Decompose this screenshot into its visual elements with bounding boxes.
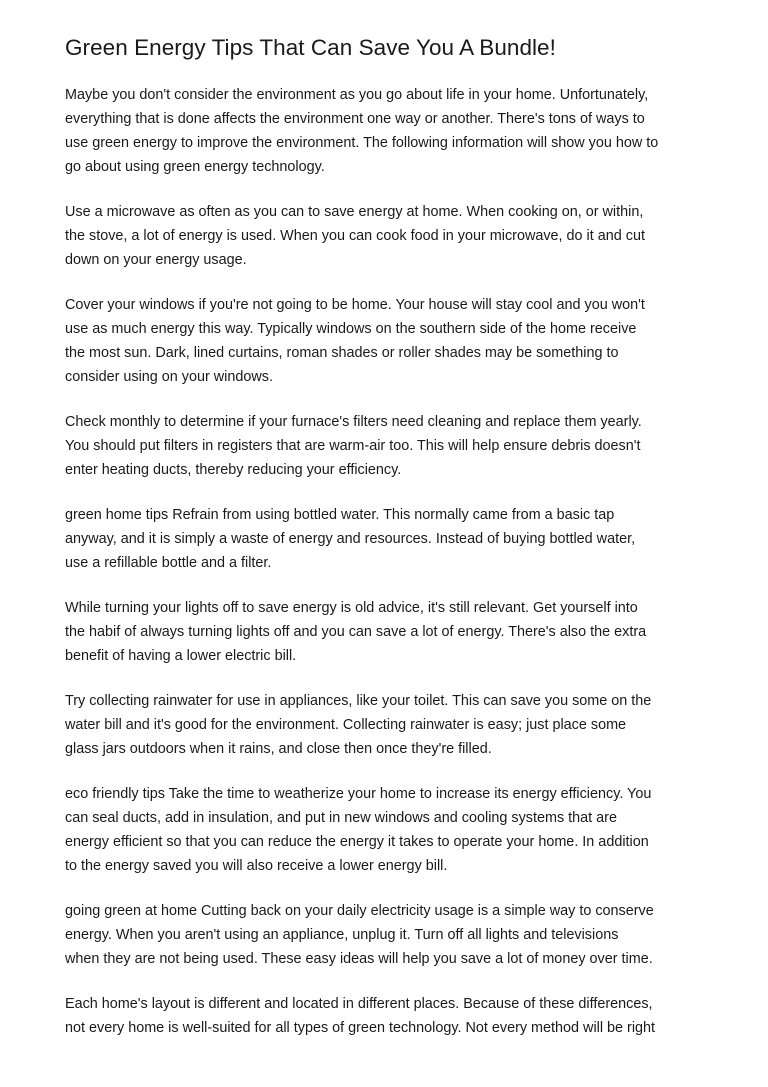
text-line: use green energy to improve the environment. The following information will show you how to xyxy=(65,135,659,151)
text-line: water bill and it's good for the environment. Collecting rainwater is easy; just place some xyxy=(65,717,627,733)
text-line: the habif of always turning lights off and you can save a lot of energy. There's also the extra xyxy=(65,624,647,640)
article-body xyxy=(65,83,715,1061)
text-line: when they are not being used. These easy ideas will help you save a lot of money over time. xyxy=(65,951,653,967)
text-line: benefit of having a lower electric bill. xyxy=(65,648,297,664)
text-line: consider using on your windows. xyxy=(65,369,273,385)
text-line: the stove, a lot of energy is used. When you can cook food in your microwave, do it and cut xyxy=(65,228,645,244)
text-line: to the energy saved you will also receive a lower energy bill. xyxy=(65,858,448,874)
text-line: enter heating ducts, thereby reducing your efficiency. xyxy=(65,462,402,478)
text-line: can seal ducts, add in insulation, and put in new windows and cooling systems that are xyxy=(65,810,617,826)
text-line: Maybe you don't consider the environment as you go about life in your home. Unfortunately, xyxy=(65,87,649,103)
text-line: everything that is done affects the environment one way or another. There's tons of ways to xyxy=(65,111,645,127)
page-title: Green Energy Tips That Can Save You A Bundle! xyxy=(65,35,556,60)
paragraph-9 xyxy=(65,899,715,971)
paragraph-6 xyxy=(65,596,715,668)
text-line: Check monthly to determine if your furnace's filters need cleaning and replace them yearly. xyxy=(65,414,642,430)
paragraph-8 xyxy=(65,782,715,878)
text-line: energy efficient so that you can reduce the energy it takes to operate your home. In addition xyxy=(65,834,649,850)
paragraph-4 xyxy=(65,410,715,482)
text-line: Try collecting rainwater for use in appliances, like your toilet. This can save you some on the xyxy=(65,693,652,709)
text-line: down on your energy usage. xyxy=(65,252,247,268)
paragraph-3 xyxy=(65,293,715,389)
text-line: going green at home Cutting back on your daily electricity usage is a simple way to conserve xyxy=(65,903,654,919)
text-line: Each home's layout is different and located in different places. Because of these differences, xyxy=(65,996,653,1012)
paragraph-10 xyxy=(65,992,715,1040)
paragraph-1 xyxy=(65,83,715,179)
text-line: While turning your lights off to save energy is old advice, it's still relevant. Get yourself into xyxy=(65,600,638,616)
text-line: use as much energy this way. Typically windows on the southern side of the home receive xyxy=(65,321,637,337)
paragraph-7 xyxy=(65,689,715,761)
text-line: You should put filters in registers that are warm-air too. This will help ensure debris doesn't xyxy=(65,438,641,454)
paragraph-5 xyxy=(65,503,715,575)
text-line: energy. When you aren't using an appliance, unplug it. Turn off all lights and televisions xyxy=(65,927,619,943)
text-line: use a refillable bottle and a filter. xyxy=(65,555,272,571)
text-line: the most sun. Dark, lined curtains, roman shades or roller shades may be something to xyxy=(65,345,619,361)
text-line: Use a microwave as often as you can to save energy at home. When cooking on, or within, xyxy=(65,204,644,220)
text-line: Cover your windows if you're not going to be home. Your house will stay cool and you won't xyxy=(65,297,645,313)
text-line: eco friendly tips Take the time to weatherize your home to increase its energy efficiency. You xyxy=(65,786,652,802)
paragraph-2 xyxy=(65,200,715,272)
text-line: glass jars outdoors when it rains, and close then once they're filled. xyxy=(65,741,492,757)
text-line: go about using green energy technology. xyxy=(65,159,325,175)
text-line: anyway, and it is simply a waste of energy and resources. Instead of buying bottled water, xyxy=(65,531,636,547)
text-line: green home tips Refrain from using bottled water. This normally came from a basic tap xyxy=(65,507,615,523)
text-line: not every home is well-suited for all types of green technology. Not every method will be right xyxy=(65,1020,656,1036)
